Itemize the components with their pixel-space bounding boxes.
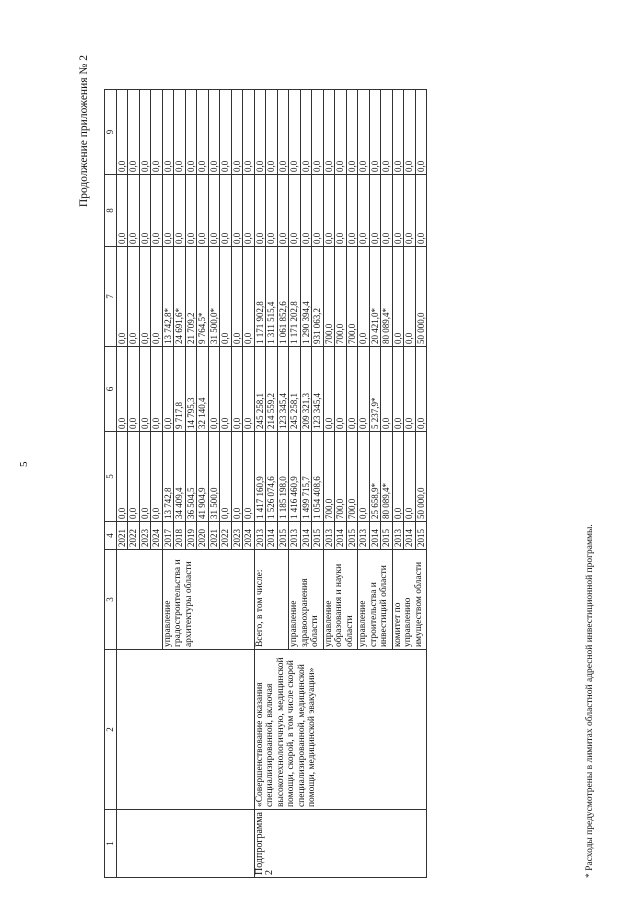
amount-cell: 0,0 <box>243 175 255 247</box>
amount-cell: 80 089,4* <box>381 247 393 347</box>
amount-cell: 0,0 <box>277 175 289 247</box>
amount-cell: 0,0 <box>243 90 255 175</box>
amount-cell: 0,0 <box>128 347 140 432</box>
empty-cell <box>116 810 254 878</box>
year-cell: 2013 <box>254 522 266 550</box>
amount-cell: 36 504,5 <box>185 432 197 522</box>
amount-cell: 1 185 198,0 <box>277 432 289 522</box>
amount-cell: 123 345,4 <box>277 347 289 432</box>
page-number: 5 <box>18 461 30 467</box>
amount-cell: 0,0 <box>243 247 255 347</box>
amount-cell: 0,0 <box>116 175 128 247</box>
amount-cell: 0,0 <box>415 347 427 432</box>
amount-cell: 34 409,4 <box>174 432 186 522</box>
subprogram-code: Подпрограмма 2 <box>254 810 427 878</box>
amount-cell: 700,0 <box>346 247 358 347</box>
subprogram-title: «Совершенствование оказания специализированной, включая высокотехнологичную, медицинской помощи, скорой, в том числе скорой специализированной, медицинской помощи, медицинской эвакуации» <box>254 650 427 810</box>
amount-cell: 0,0 <box>220 247 232 347</box>
amount-cell: 0,0 <box>139 432 151 522</box>
amount-cell: 0,0 <box>381 347 393 432</box>
amount-cell: 0,0 <box>128 432 140 522</box>
amount-cell: 0,0 <box>289 90 301 175</box>
amount-cell: 0,0 <box>335 347 347 432</box>
table-row <box>116 90 128 878</box>
column-number: 9 <box>105 90 117 175</box>
amount-cell: 21 709,2 <box>185 247 197 347</box>
year-cell: 2017 <box>162 522 174 550</box>
amount-cell: 32 140,4 <box>197 347 209 432</box>
year-cell: 2015 <box>277 522 289 550</box>
table-row <box>254 90 266 878</box>
amount-cell: 0,0 <box>243 347 255 432</box>
column-number: 2 <box>105 650 117 810</box>
year-cell: 2014 <box>266 522 278 550</box>
amount-cell: 0,0 <box>335 175 347 247</box>
amount-cell: 0,0 <box>312 90 324 175</box>
executor-name: управление градостроительства и архитектуры области <box>162 550 254 650</box>
amount-cell: 1 417 160,9 <box>254 432 266 522</box>
amount-cell: 700,0 <box>323 432 335 522</box>
amount-cell: 245 258,1 <box>254 347 266 432</box>
amount-cell: 0,0 <box>231 347 243 432</box>
year-cell: 2024 <box>243 522 255 550</box>
amount-cell: 0,0 <box>404 90 416 175</box>
amount-cell: 0,0 <box>174 175 186 247</box>
amount-cell: 0,0 <box>162 90 174 175</box>
amount-cell: 0,0 <box>151 347 163 432</box>
amount-cell: 1 290 394,4 <box>300 247 312 347</box>
amount-cell: 700,0 <box>346 432 358 522</box>
executor-name: управление здравоохранения области <box>289 550 324 650</box>
amount-cell: 1 171 902,8 <box>254 247 266 347</box>
year-cell: 2021 <box>208 522 220 550</box>
amount-cell: 0,0 <box>300 175 312 247</box>
amount-cell: 0,0 <box>243 432 255 522</box>
amount-cell: 0,0 <box>174 90 186 175</box>
amount-cell: 0,0 <box>254 90 266 175</box>
amount-cell: 0,0 <box>277 90 289 175</box>
year-cell: 2014 <box>404 522 416 550</box>
amount-cell: 0,0 <box>162 347 174 432</box>
amount-cell: 1 526 074,6 <box>266 432 278 522</box>
amount-cell: 0,0 <box>220 347 232 432</box>
executor-name: управление образования и науки области <box>323 550 358 650</box>
amount-cell: 0,0 <box>254 175 266 247</box>
empty-cell <box>116 550 162 650</box>
amount-cell: 214 559,2 <box>266 347 278 432</box>
amount-cell: 0,0 <box>139 247 151 347</box>
amount-cell: 0,0 <box>266 175 278 247</box>
amount-cell: 14 795,3 <box>185 347 197 432</box>
column-number: 3 <box>105 550 117 650</box>
amount-cell: 50 000,0 <box>415 247 427 347</box>
footnote: * Расходы предусмотрены в лимитах областной адресной инвестиционной программы. <box>585 524 595 878</box>
year-cell: 2015 <box>312 522 324 550</box>
amount-cell: 0,0 <box>392 347 404 432</box>
amount-cell: 0,0 <box>231 175 243 247</box>
amount-cell: 0,0 <box>116 432 128 522</box>
amount-cell: 1 061 852,6 <box>277 247 289 347</box>
amount-cell: 0,0 <box>415 90 427 175</box>
amount-cell: 700,0 <box>335 432 347 522</box>
amount-cell: 13 742,8 <box>162 432 174 522</box>
amount-cell: 0,0 <box>323 175 335 247</box>
amount-cell: 0,0 <box>392 90 404 175</box>
year-cell: 2023 <box>139 522 151 550</box>
amount-cell: 0,0 <box>358 347 370 432</box>
amount-cell: 0,0 <box>116 247 128 347</box>
amount-cell: 0,0 <box>151 247 163 347</box>
amount-cell: 0,0 <box>208 90 220 175</box>
amount-cell: 0,0 <box>323 90 335 175</box>
amount-cell: 0,0 <box>289 175 301 247</box>
amount-cell: 0,0 <box>346 175 358 247</box>
amount-cell: 0,0 <box>381 90 393 175</box>
amount-cell: 0,0 <box>128 90 140 175</box>
amount-cell: 0,0 <box>151 90 163 175</box>
amount-cell: 0,0 <box>346 347 358 432</box>
year-cell: 2013 <box>289 522 301 550</box>
year-cell: 2020 <box>197 522 209 550</box>
column-number: 4 <box>105 522 117 550</box>
amount-cell: 0,0 <box>128 175 140 247</box>
year-cell: 2023 <box>231 522 243 550</box>
amount-cell: 0,0 <box>162 175 174 247</box>
amount-cell: 31 500,0 <box>208 432 220 522</box>
amount-cell: 20 421,0* <box>369 247 381 347</box>
year-cell: 2014 <box>335 522 347 550</box>
table-body <box>105 90 427 878</box>
amount-cell: 0,0 <box>220 90 232 175</box>
year-cell: 2022 <box>128 522 140 550</box>
column-number: 7 <box>105 247 117 347</box>
amount-cell: 0,0 <box>415 175 427 247</box>
amount-cell: 0,0 <box>404 432 416 522</box>
amount-cell: 0,0 <box>392 432 404 522</box>
amount-cell: 41 904,9 <box>197 432 209 522</box>
amount-cell: 24 691,6* <box>174 247 186 347</box>
amount-cell: 0,0 <box>139 90 151 175</box>
amount-cell: 0,0 <box>358 90 370 175</box>
amount-cell: 0,0 <box>404 247 416 347</box>
year-cell: 2014 <box>300 522 312 550</box>
year-cell: 2018 <box>174 522 186 550</box>
year-cell: 2015 <box>415 522 427 550</box>
amount-cell: 0,0 <box>185 90 197 175</box>
amount-cell: 1 499 715,7 <box>300 432 312 522</box>
amount-cell: 0,0 <box>197 90 209 175</box>
amount-cell: 0,0 <box>381 175 393 247</box>
amount-cell: 80 089,4* <box>381 432 393 522</box>
column-number: 8 <box>105 175 117 247</box>
amount-cell: 0,0 <box>358 247 370 347</box>
year-cell: 2013 <box>323 522 335 550</box>
amount-cell: 245 258,1 <box>289 347 301 432</box>
executor-name: комитет по управлению имуществом области <box>392 550 427 650</box>
amount-cell: 31 500,0* <box>208 247 220 347</box>
amount-cell: 1 416 460,9 <box>289 432 301 522</box>
amount-cell: 0,0 <box>312 175 324 247</box>
amount-cell: 5 237,9* <box>369 347 381 432</box>
column-number: 1 <box>105 810 117 878</box>
amount-cell: 0,0 <box>369 175 381 247</box>
amount-cell: 9 764,5* <box>197 247 209 347</box>
amount-cell: 0,0 <box>139 175 151 247</box>
amount-cell: 0,0 <box>151 175 163 247</box>
year-cell: 2013 <box>358 522 370 550</box>
amount-cell: 0,0 <box>335 90 347 175</box>
amount-cell: 931 063,2 <box>312 247 324 347</box>
amount-cell: 9 717,8 <box>174 347 186 432</box>
amount-cell: 0,0 <box>346 90 358 175</box>
amount-cell: 0,0 <box>404 175 416 247</box>
amount-cell: 0,0 <box>231 247 243 347</box>
amount-cell: 0,0 <box>128 247 140 347</box>
year-cell: 2019 <box>185 522 197 550</box>
amount-cell: 1 171 202,8 <box>289 247 301 347</box>
year-cell: 2013 <box>392 522 404 550</box>
column-number-row <box>105 90 117 878</box>
amount-cell: 0,0 <box>220 432 232 522</box>
amount-cell: 0,0 <box>392 175 404 247</box>
amount-cell: 0,0 <box>208 175 220 247</box>
budget-table <box>104 89 427 878</box>
amount-cell: 0,0 <box>231 432 243 522</box>
amount-cell: 0,0 <box>266 90 278 175</box>
empty-cell <box>116 650 254 810</box>
amount-cell: 0,0 <box>139 347 151 432</box>
amount-cell: 0,0 <box>358 432 370 522</box>
executor-name: управление строительства и инвестиций области <box>358 550 393 650</box>
amount-cell: 0,0 <box>220 175 232 247</box>
year-cell: 2015 <box>346 522 358 550</box>
amount-cell: 0,0 <box>151 432 163 522</box>
appendix-header: Продолжение приложения № 2 <box>78 55 90 208</box>
amount-cell: 0,0 <box>358 175 370 247</box>
amount-cell: 0,0 <box>404 347 416 432</box>
executor-name: Всего, в том числе: <box>254 550 289 650</box>
amount-cell: 0,0 <box>197 175 209 247</box>
amount-cell: 0,0 <box>300 90 312 175</box>
amount-cell: 0,0 <box>323 347 335 432</box>
amount-cell: 0,0 <box>231 90 243 175</box>
amount-cell: 0,0 <box>392 247 404 347</box>
year-cell: 2015 <box>381 522 393 550</box>
amount-cell: 0,0 <box>208 347 220 432</box>
amount-cell: 0,0 <box>369 90 381 175</box>
year-cell: 2014 <box>369 522 381 550</box>
column-number: 6 <box>105 347 117 432</box>
amount-cell: 0,0 <box>116 347 128 432</box>
amount-cell: 700,0 <box>335 247 347 347</box>
year-cell: 2022 <box>220 522 232 550</box>
amount-cell: 123 345,4 <box>312 347 324 432</box>
column-number: 5 <box>105 432 117 522</box>
amount-cell: 0,0 <box>116 90 128 175</box>
amount-cell: 1 054 408,6 <box>312 432 324 522</box>
amount-cell: 209 321,3 <box>300 347 312 432</box>
amount-cell: 25 658,9* <box>369 432 381 522</box>
year-cell: 2021 <box>116 522 128 550</box>
amount-cell: 0,0 <box>185 175 197 247</box>
amount-cell: 50 000,0 <box>415 432 427 522</box>
amount-cell: 1 311 515,4 <box>266 247 278 347</box>
year-cell: 2024 <box>151 522 163 550</box>
amount-cell: 13 742,8* <box>162 247 174 347</box>
amount-cell: 700,0 <box>323 247 335 347</box>
